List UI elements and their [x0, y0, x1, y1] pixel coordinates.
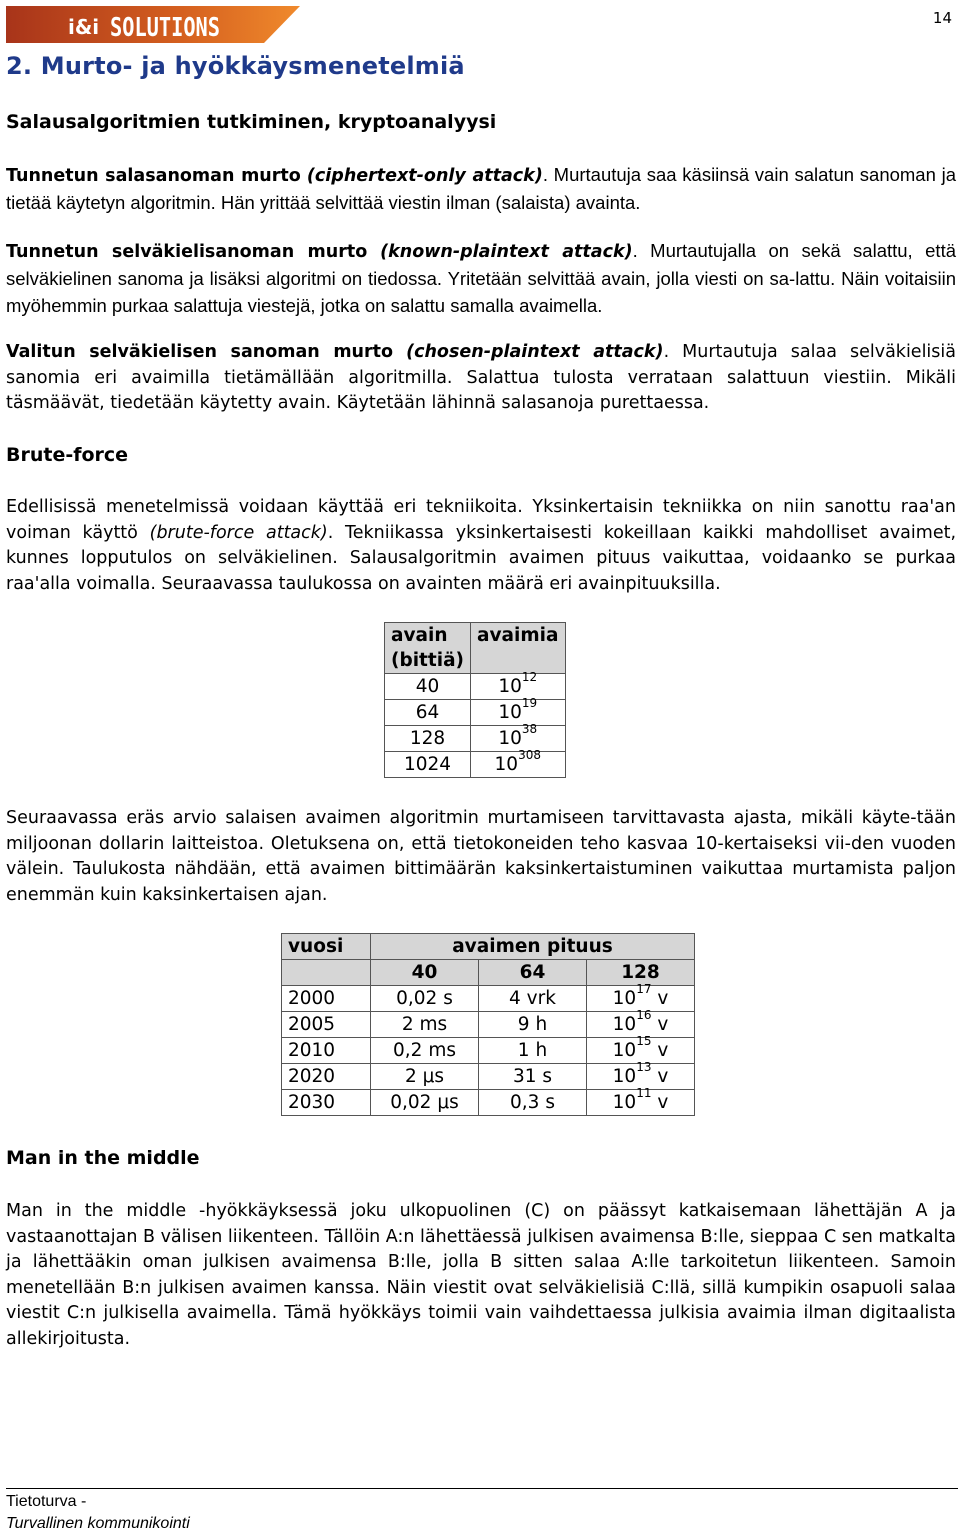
- paragraph-text: . Tekniikassa yksinkertaisesti kokeillaan kaikki mahdolliset avaimet, kunnes lopputulos on selväkielinen. Salausalgoritmin avaimen pituus vaikuttaa, voidaanko se purkaa raa'alla voimalla. Seuraavassa taulukossa on avainten määrä eri avainpituuksilla.: [6, 522, 957, 594]
- table-row: [385, 674, 566, 700]
- table-cell-count: $10^{308}$: [471, 752, 565, 778]
- paragraph-ciphertext-only: [6, 162, 956, 217]
- chapter-title: 2. Murto- ja hyökkäysmenetelmiä: [6, 52, 465, 80]
- table-row: [385, 752, 566, 778]
- table-cell-bits: 40: [385, 674, 471, 700]
- paragraph-known-plaintext: [6, 238, 956, 321]
- paragraph-brute-force: [6, 495, 956, 597]
- table-header-key-count: avaimia: [471, 623, 565, 674]
- footer-divider: [6, 1488, 958, 1489]
- table-cell-year: 2010: [282, 1038, 371, 1064]
- table-cell-count: $10^{19}$: [471, 700, 565, 726]
- footer-line-1: Tietoturva -: [6, 1493, 87, 1510]
- table-cell-128: $10^{13}$ v: [587, 1064, 695, 1090]
- svg-text:SOLUTIONS: SOLUTIONS: [110, 13, 220, 43]
- term-en-known-plaintext: (known-plaintext attack): [380, 242, 633, 262]
- paragraph-time-estimate: Seuraavassa eräs arvio salaisen avaimen algoritmin murtamiseen tarvittavasta ajasta, mikäli käyte-tään miljoonan dollarin laitteistoa. Oletuksena on, että tietokoneiden teho kasvaa 10-kertaiseksi vii-den vuoden välein. Taulukosta nähdään, että avaimen bittimäärän kaksinkertaistuminen vaikuttaa murtamista paljon enemmän kuin kaksinkertaisen ajan.: [6, 808, 956, 905]
- term-known-plaintext: Tunnetun selväkielisanoman murto: [6, 242, 368, 262]
- table-row: [282, 986, 695, 1012]
- table-cell-count: $10^{12}$: [471, 674, 565, 700]
- table-cell-year: 2030: [282, 1090, 371, 1116]
- term-en-brute-force: (brute-force attack): [149, 522, 328, 543]
- table-cell-128: $10^{11}$ v: [587, 1090, 695, 1116]
- table-cell-64: 31 s: [479, 1064, 587, 1090]
- section-heading-brute-force: Brute-force: [6, 444, 129, 466]
- footer-line-2: Turvallinen kommunikointi: [6, 1515, 190, 1532]
- term-chosen-plaintext: Valitun selväkielisen sanoman murto: [6, 342, 394, 362]
- paragraph-text: . Murtautuja salaa selväkielisiä sanomia eri avaimilla tietämällään algoritmilla. Salattua tulosta verrataan salattuun viestiin. Mikäli täsmäävät, tiedetään käytetty avain. Käytetään lähinnä salasanoja purettaessa.: [6, 342, 956, 414]
- paragraph-text: . Murtautuja saa käsiinsä vain salatun sanoman ja tietää käytetyn algoritmin. Hän yrittää selvittää viestin ilman (salaista) avainta.: [6, 164, 956, 213]
- term-en-ciphertext-only: (ciphertext-only attack): [306, 166, 543, 186]
- table-cell-64: 4 vrk: [479, 986, 587, 1012]
- table-header-length-128: 128: [587, 960, 695, 986]
- table-header-year: vuosi: [282, 934, 371, 960]
- term-en-chosen-plaintext: (chosen-plaintext attack): [406, 342, 664, 362]
- term-ciphertext-only: Tunnetun salasanoman murto: [6, 166, 301, 186]
- paragraph-chosen-plaintext: [6, 340, 956, 417]
- company-logo: [6, 6, 300, 43]
- table-cell-40: 2 μs: [371, 1064, 479, 1090]
- table-cell-bits: 128: [385, 726, 471, 752]
- page-number: 14: [932, 9, 952, 27]
- table-cell-count: $10^{38}$: [471, 726, 565, 752]
- table-header-length-64: 64: [479, 960, 587, 986]
- table-cell-128: $10^{16}$ v: [587, 1012, 695, 1038]
- paragraph-text: . Murtautujalla on sekä salattu, että selväkielinen sanoma ja lisäksi algoritmi on tiedossa. Yritetään selvittää avain, jolla viesti on sa-lattu. Näin voitaisiin myöhemmin purkaa salattuja viestejä, jotka on salattu samalla avaimella.: [6, 240, 956, 317]
- table-cell-bits: 1024: [385, 752, 471, 778]
- footer: [6, 1491, 190, 1535]
- break-time-table: [281, 933, 695, 1116]
- table-header-empty: [282, 960, 371, 986]
- table-row: [282, 1064, 695, 1090]
- table-cell-64: 9 h: [479, 1012, 587, 1038]
- table-cell-64: 0,3 s: [479, 1090, 587, 1116]
- table-row: [282, 1090, 695, 1116]
- table-cell-40: 0,02 μs: [371, 1090, 479, 1116]
- table-cell-year: 2020: [282, 1064, 371, 1090]
- table-cell-year: 2000: [282, 986, 371, 1012]
- paragraph-text: Edellisissä menetelmissä voidaan käyttää eri tekniikoita. Yksinkertaisin tekniikka on niin sanottu raa'an voiman käyttö: [6, 497, 956, 543]
- table-header-key-length: avaimen pituus: [371, 934, 695, 960]
- table-cell-128: $10^{17}$ v: [587, 986, 695, 1012]
- table-row: [282, 1012, 695, 1038]
- section-heading-man-in-the-middle: Man in the middle: [6, 1147, 200, 1169]
- table-cell-40: 0,02 s: [371, 986, 479, 1012]
- table-cell-128: $10^{15}$ v: [587, 1038, 695, 1064]
- table-cell-64: 1 h: [479, 1038, 587, 1064]
- table-header-length-40: 40: [371, 960, 479, 986]
- section-heading-cryptanalysis: Salausalgoritmien tutkiminen, kryptoanalyysi: [6, 111, 497, 133]
- paragraph-man-in-the-middle: Man in the middle -hyökkäyksessä joku ulkopuolinen (C) on päässyt katkaisemaan lähettäjän A ja vastaanottajan B välisen liikenteen. Tällöin A:n lähettäessä julkisen avaimensa B:lle, sieppaa C sen matkalta ja lähettääkin oman julkisen avaimensa B:lle, jolla B sitten salaa A:lle tarkoitetun liikenteen. Samoin menetellään B:n julkisen avaimen kanssa. Näin viestit ovat selväkielisiä C:llä, sillä kumpikin osapuoli salaa viestit C:n julkisella avaimella. Tämä hyökkäys toimii vain vaihdettaessa julkisia avaimia ilman digitaalista allekirjoitusta.: [6, 1201, 956, 1349]
- table-cell-bits: 64: [385, 700, 471, 726]
- key-count-table: [384, 622, 566, 778]
- table-cell-40: 0,2 ms: [371, 1038, 479, 1064]
- table-cell-year: 2005: [282, 1012, 371, 1038]
- table-row: [385, 700, 566, 726]
- table-row: [282, 1038, 695, 1064]
- svg-text:i&i: i&i: [68, 15, 100, 39]
- table-cell-40: 2 ms: [371, 1012, 479, 1038]
- table-header-key-bits: avain (bittiä): [385, 623, 471, 674]
